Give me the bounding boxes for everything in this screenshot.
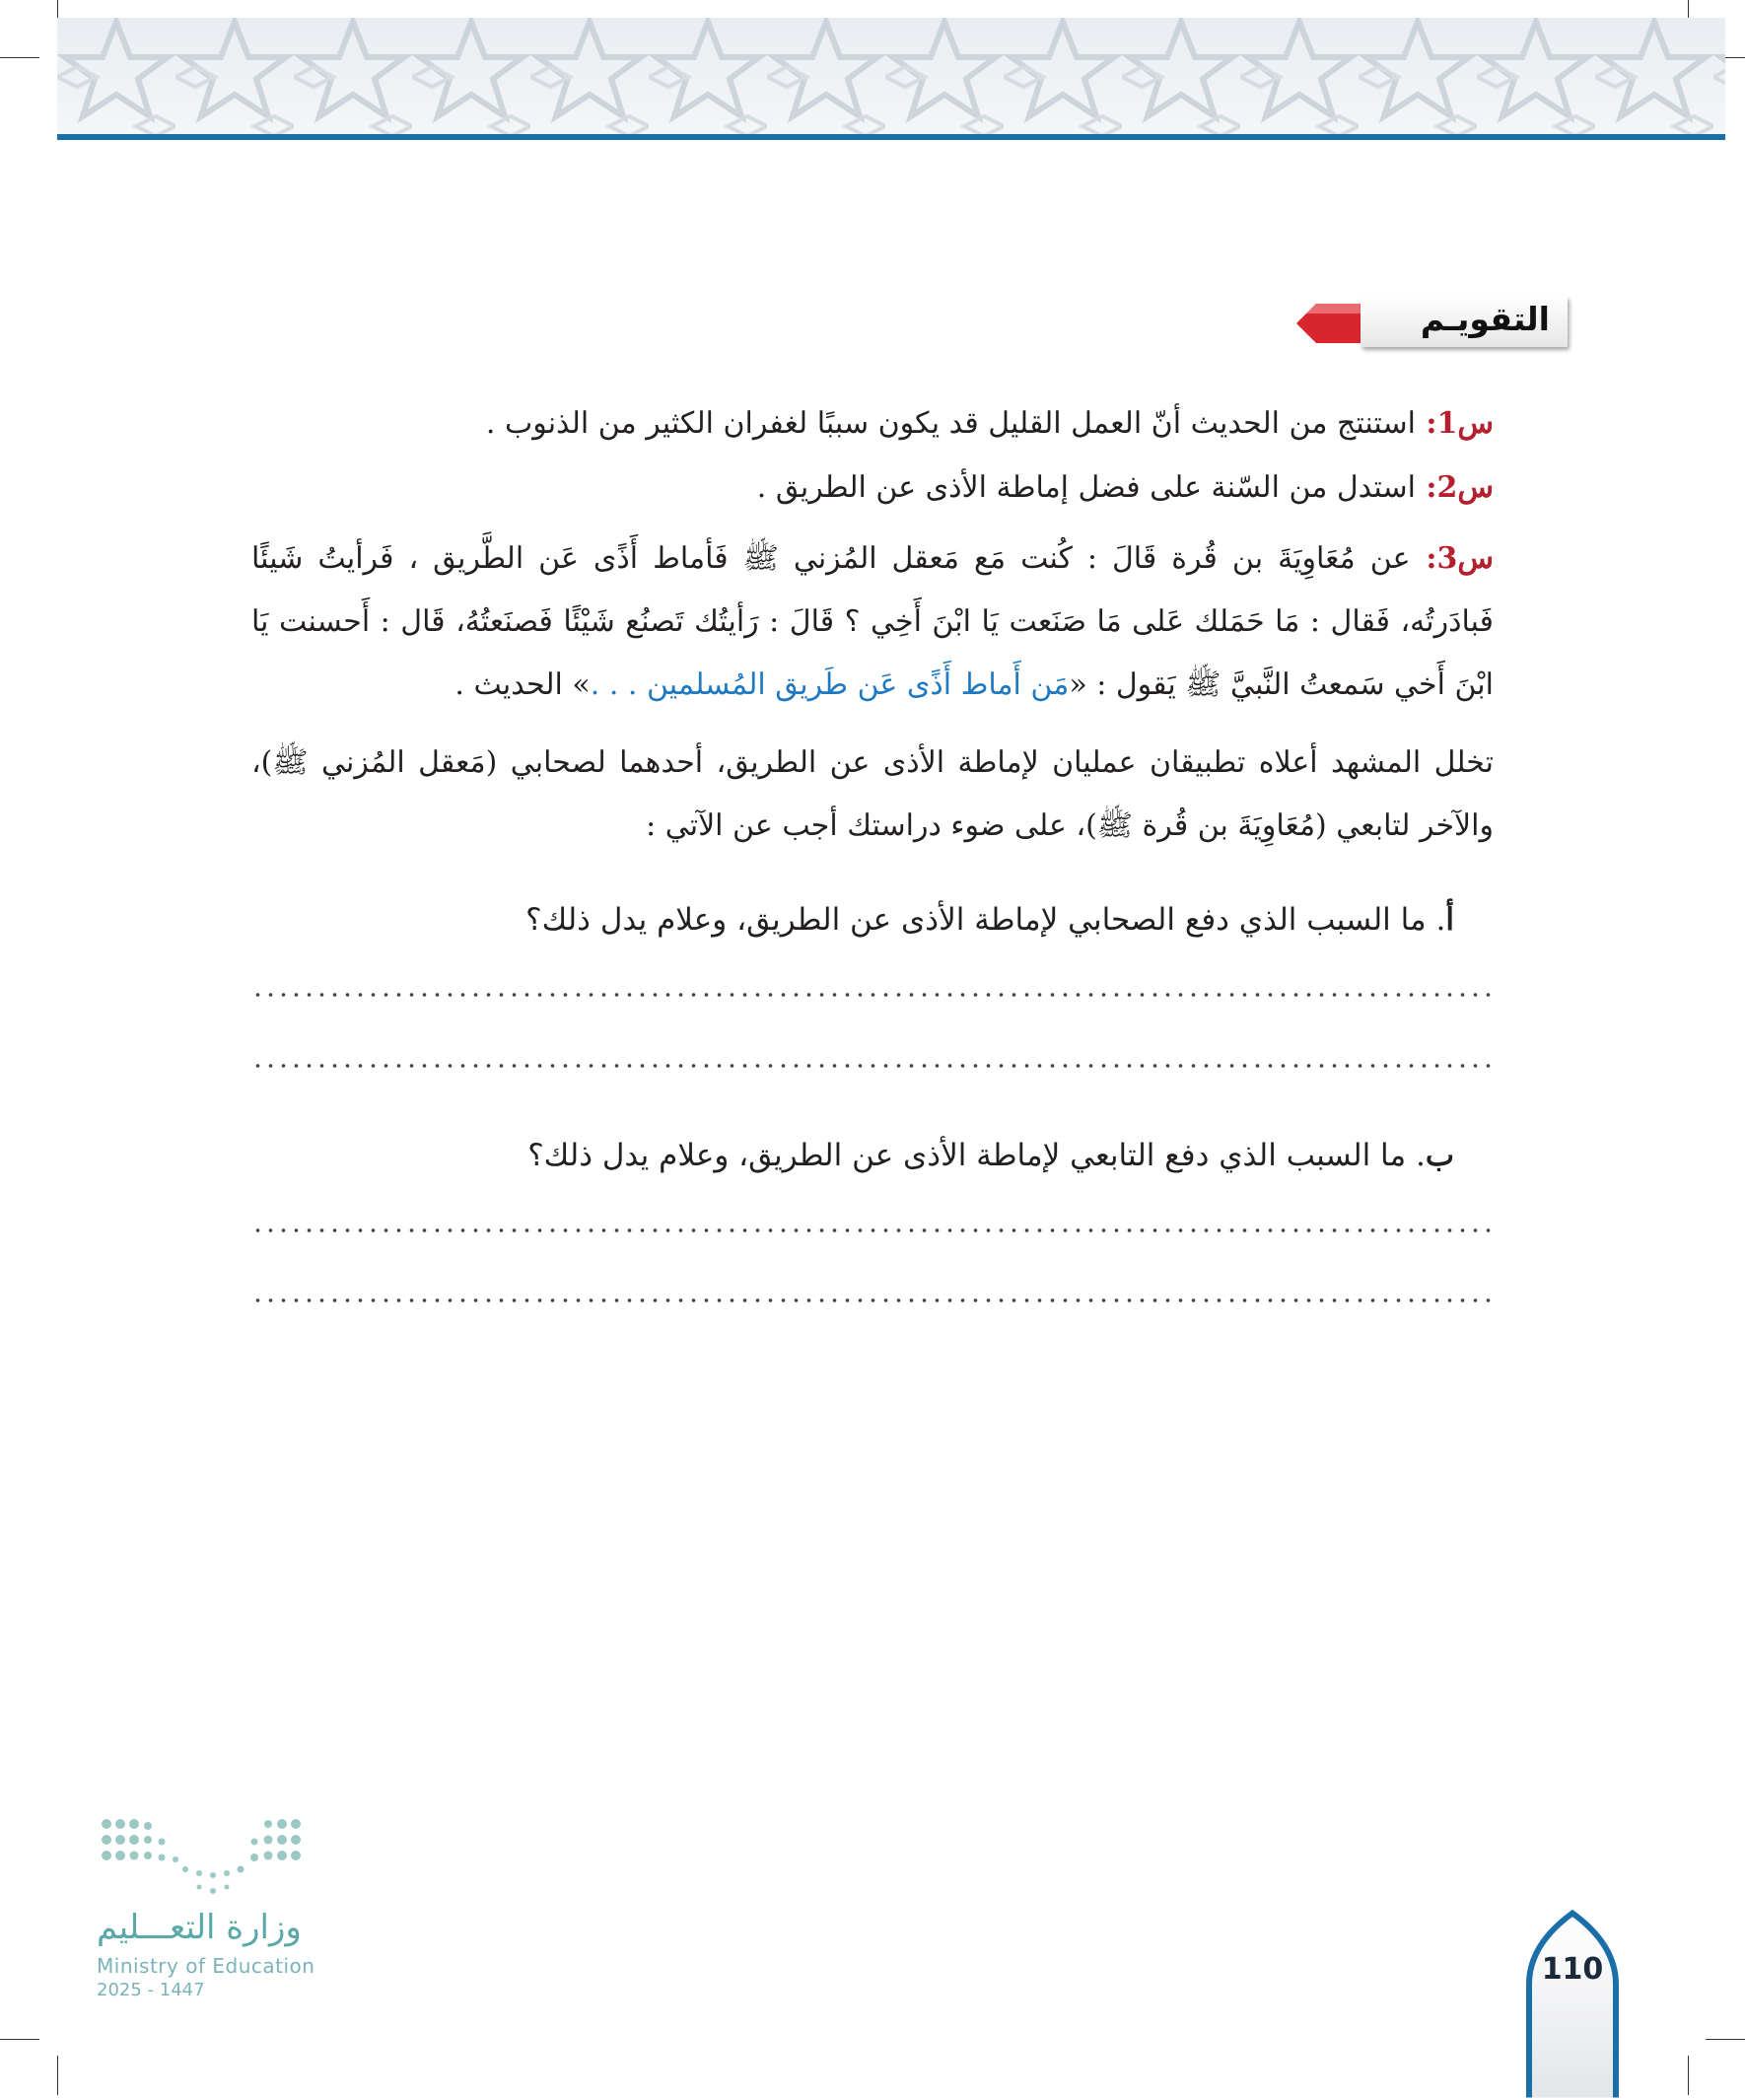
question-label: س (1457, 406, 1494, 441)
geometric-pattern-icon (57, 18, 1725, 136)
answer-line[interactable] (251, 992, 1494, 998)
question-text: استدل من السّنة على فضل إماطة الأذى عن الطريق . (756, 470, 1416, 505)
question-number: 2 (1436, 470, 1458, 505)
answer-line[interactable] (251, 1063, 1494, 1069)
narration-ending: » الحديث . (454, 667, 591, 702)
section-title: التقويـم (1420, 300, 1550, 338)
sub-question-a (271, 895, 1454, 945)
ministry-name-arabic: وزارة التعـــليم (97, 1908, 302, 1947)
question-text: استنتج من الحديث أنّ العمل القليل قد يكون سببًا لغفران الكثير من الذنوب . (485, 406, 1416, 441)
sub-question-text: . ما السبب الذي دفع التابعي لإماطة الأذى عن الطريق، وعلام يدل ذلك؟ (527, 1138, 1426, 1173)
header-rule (57, 134, 1725, 140)
question-separator: : (1410, 541, 1437, 576)
section-header (380, 296, 1568, 351)
hadith-quote: مَن أَماط أَذًى عَن طَريق المُسلمين . . . (590, 667, 1070, 702)
sub-question-letter: ب (1425, 1138, 1454, 1173)
question-number: 1 (1436, 406, 1458, 441)
crop-mark (1688, 2056, 1689, 2095)
crop-mark (1706, 2039, 1745, 2040)
page-badge-icon (1523, 1903, 1622, 2100)
ministry-year: 2025 - 1447 (97, 1980, 205, 2000)
narration-text: عن مُعَاوِيَةَ بن قُرة قَالَ : كُنت مَع مَعقل المُزني ﷺ فَأماط أَذًى عَن الطَّريق ، فَرأيتُ شَيئًا فَبادَرتُه، فَقال : مَا حَمَلك عَلى مَا صَنَعت يَا ابْنَ أَخِي ؟ قَالَ : رَأيتُك تَصنُع شَيْئًا فَصنَعتُهُ، قَال : أَحسنت يَا ابْنَ أَخي سَمعتُ النَّبيَّ ﷺ يَقول : « (251, 541, 1494, 702)
ministry-name-english: Ministry of Education (97, 1954, 315, 1978)
sub-question-text: . ما السبب الذي دفع الصحابي لإماطة الأذى عن الطريق، وعلام يدل ذلك؟ (525, 902, 1446, 938)
arrow-tab-icon (1296, 300, 1365, 349)
question-3-context (251, 732, 1494, 858)
question-separator: : (1415, 406, 1437, 441)
question-separator: : (1415, 470, 1437, 505)
question-3 (251, 527, 1494, 717)
crop-mark (0, 57, 39, 58)
context-text: تخلل المشهد أعلاه تطبيقان عمليان لإماطة الأذى عن الطريق، أحدهما لصحابي (مَعقل المُزني ﷺ)، والآخر لتابعي (مُعَاوِيَةَ بن قُرة ﷺ)، على ضوء دراستك أجب عن الآتي : (251, 745, 1494, 843)
question-label: س (1457, 470, 1494, 505)
crop-mark (0, 2039, 39, 2040)
crop-mark (57, 2056, 58, 2095)
question-label: س (1457, 541, 1494, 576)
question-1 (251, 399, 1494, 449)
answer-line[interactable] (251, 1297, 1494, 1303)
answer-line[interactable] (251, 1227, 1494, 1233)
sub-question-b (271, 1131, 1454, 1180)
page-number: 110 (1541, 1952, 1604, 1987)
ministry-logo-icon (97, 1814, 323, 1908)
question-number: 3 (1436, 541, 1458, 576)
sub-question-letter: أ (1445, 902, 1454, 938)
header-pattern (57, 18, 1725, 136)
question-2 (251, 463, 1494, 513)
